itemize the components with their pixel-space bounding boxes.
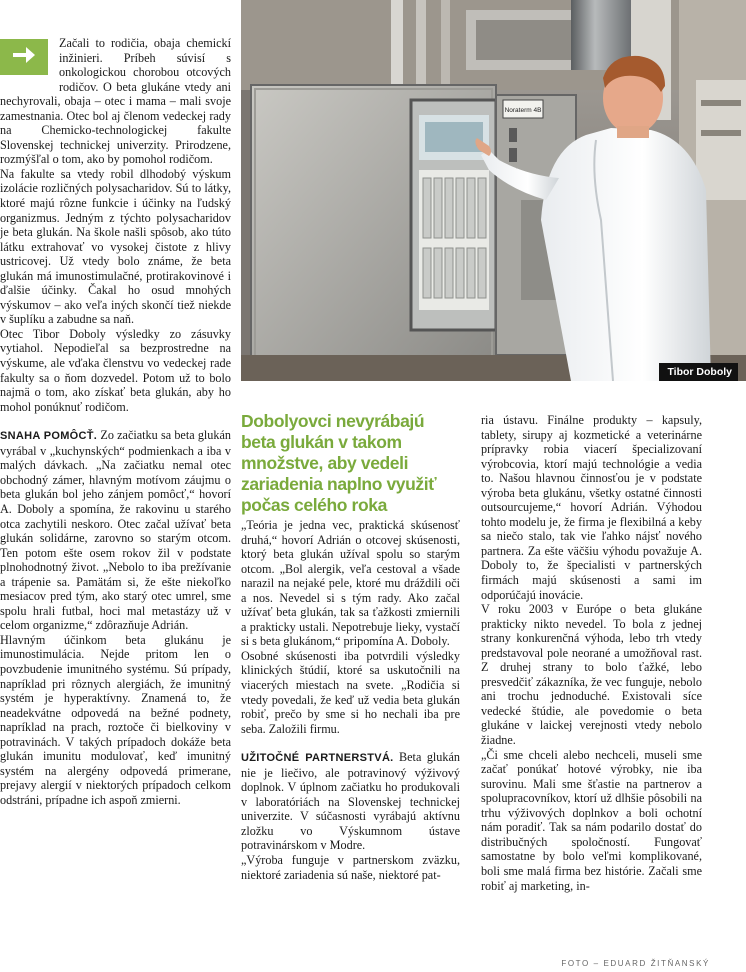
article-column-2: [241, 518, 460, 882]
paragraph: V roku 2003 v Európe o beta glukáne prakticky nikto nevedel. To bola z jednej strany konkurenčná výhoda, lebo trh vtedy predstavoval pole neorané a umožňoval rast. Z druhej strany to bolo ťažké, lebo presvedčiť zákazníka, že vec funguje, nebolo ani trochu jednoduché. Existovali síce vedecké štúdie, ale povedomie o beta glukáne v laickej verejnosti vtedy nebolo žiadne.: [481, 602, 702, 748]
paragraph: „Či sme chceli alebo nechceli, museli sme začať ponúkať hotové výrobky, nie iba surovinu. Mali sme šťastie na partnerov a spolupracovníkov, ktorí už dlhšie pôsobili na trhu výživových doplnkov a boli ochotní nám poradiť. Tak sa nám podarilo dostať do distribučných spoločností. Fungovať samostatne by bolo veľmi komplikované, boli sme malá firma bez histórie. Začali sme robiť aj marketing, in-: [481, 747, 702, 893]
section-lead: UŽITOČNÉ PARTNERSTVÁ.: [241, 752, 394, 765]
photo-credit: FOTO – EDUARD ŽITŇANSKÝ: [561, 959, 710, 968]
paragraph: „Výroba funguje v partnerskom zväzku, niektoré zariadenia sú naše, niektoré pat-: [241, 853, 460, 882]
paragraph: Začali to rodičia, obaja chemickí inžinieri. Príbeh súvisí s onkologickou chorobou otcových rodičov. O beta glukáne vtedy ani nechyrovali, obaja – otec i mama – mali svoje zamestnania. Otec bol aj členom vedeckej rady na Chemicko-technologickej fakulte Slovenskej technickej univerzity. Prirodzene, rozmýšľal o tom, ako by pomohol rodičom.: [0, 36, 231, 167]
section-lead: SNAHA POMÔCŤ.: [0, 430, 98, 443]
paragraph: „Teória je jedna vec, praktická skúsenosť druhá,“ hovorí Adrián o otcovej skúsenosti, ktorý beta glukán užíval spolu so starým otcom. „Bol alergik, veľa cestoval a všade narazil na nejaké pele, ktoré mu dráždili oči a nos. Nevedel si s tým rady. Ako začal užívať beta glukán, tak sa ťažkosti zmiernili a prakticky ustali. Nepotrebuje lieky, vystačí si s beta glukánom,“ pripomína A. Doboly.: [241, 518, 460, 649]
paragraph: ria ústavu. Finálne produkty – kapsuly, tablety, sirupy aj kozmetické a veterinárne prípravky robia viacerí špecializovaní výrobcovia, ktorí majú technológie a vedia to. Našou hlavnou činnosťou je v podstate výroba beta glukánu, všetky ostatné činnosti outsourcujeme,“ hovorí Adrián. Výhodou tohto modelu je, že firma je flexibilná a keby sa niečo stalo, tak vie ľahko nájsť nového partnera. Za ešte väčšiu výhodu považuje A. Doboly to, že špecialisti v partnerských firmách majú skúsenosti a sami im odporúčajú inovácie.: [481, 413, 702, 602]
photo-lab-equipment: [241, 0, 746, 381]
paragraph: Na fakulte sa vtedy robil dlhodobý výskum izolácie rozličných polysacharidov. Sú to látky, ktoré majú rôzne funkcie i účinky na ľudský organizmus. Jedným z týchto polysacharidov je beta glukán. Na škole našli spôsob, ako túto látku extrahovať vo vysokej čistote z hlivy ustricovej. Už vtedy bolo známe, že beta glukán má imunostimulačné, protirakovinové i ďalšie účinky. Čakal ho osud mnohých výskumov – ako veľa iných skončí tiež niekde v šuplíku a zabudne sa naň.: [0, 166, 231, 327]
article-column-3: [481, 413, 702, 893]
article-column-1: [0, 36, 231, 807]
paragraph: Osobné skúsenosti iba potvrdili výsledky klinických štúdií, ktoré sa uskutočnili na viacerých miestach na svete. „Rodičia si vtedy povedali, že keď už vedia beta glukán robiť, prečo by sme si ho nechali iba pre seba. Založili firmu.: [241, 648, 460, 736]
paragraph: UŽITOČNÉ PARTNERSTVÁ. Beta glukán nie je liečivo, ale potravinový výživový doplnok. V úplnom začiatku ho produkovali v laboratóriách na Slovenskej technickej univerzite. V súčasnosti vyrábajú aktívnu zložku vo Výskumnom ústave potravinárskom v Modre.: [241, 750, 460, 853]
paragraph: SNAHA POMÔCŤ. Zo začiatku sa beta glukán vyrábal v „kuchynských“ podmienkach a iba v malých dávkach. „Na začiatku nemal otec obchodný zámer, hlavným motívom záujmu o beta glukán bol jeho zánjem pomôcť,“ hovorí A. Doboly a spomína, že rakovinu u starého otca zachytili neskoro. Otec začal užívať beta glukán solidárne, zarovno so starým otcom. Ten potom ešte osem rokov žil v podstate plnohodnotný život. „Nebolo to iba prežívanie a trápenie sa. Pamätám si, že ešte niekoľko mesiacov pred tým, ako starý otec umrel, sme spolu hrali futbal, hoci mal metastázy už v celom organizme,“ zdôrazňuje Adrián.: [0, 428, 231, 633]
paragraph: Otec Tibor Doboly výsledky zo zásuvky vytiahol. Nepodieľal sa bezprostredne na výskume, ale vďaka členstvu vo vedeckej rade fakulty sa o ňom dozvedel. Potom už to bolo najmä o tom, ako získať beta glukán, aby ho mohol ponúknuť rodičom.: [0, 326, 231, 414]
paragraph: Hlavným účinkom beta glukánu je imunostimulácia. Nejde pritom len o povzbudenie imunitného systému. Sú prípady, napríklad pri rôznych alergiách, že imunitný systém je hyperaktívny. Znamená to, že neadekvátne odpovedá na bežné podnety, napríklad na prach, roztoče či bielkoviny v potravinách. V takých prípadoch dokáže beta glukán imunitu modulovať, keď imunitný systém na alergény odpovedá primerane, prejavy alergií v niektorých prípadoch celkom odstráni, prípadne ich aspoň zmierni.: [0, 632, 231, 807]
photo-caption: Tibor Doboly: [659, 363, 738, 381]
pull-quote: Dobolyovci nevyrábajú beta glukán v takom množstve, aby vedeli zariadenia naplno využiť počas celého roka: [241, 411, 437, 515]
photo-illustration: [241, 0, 746, 381]
panel-label: Noraterm 4B: [504, 107, 542, 114]
